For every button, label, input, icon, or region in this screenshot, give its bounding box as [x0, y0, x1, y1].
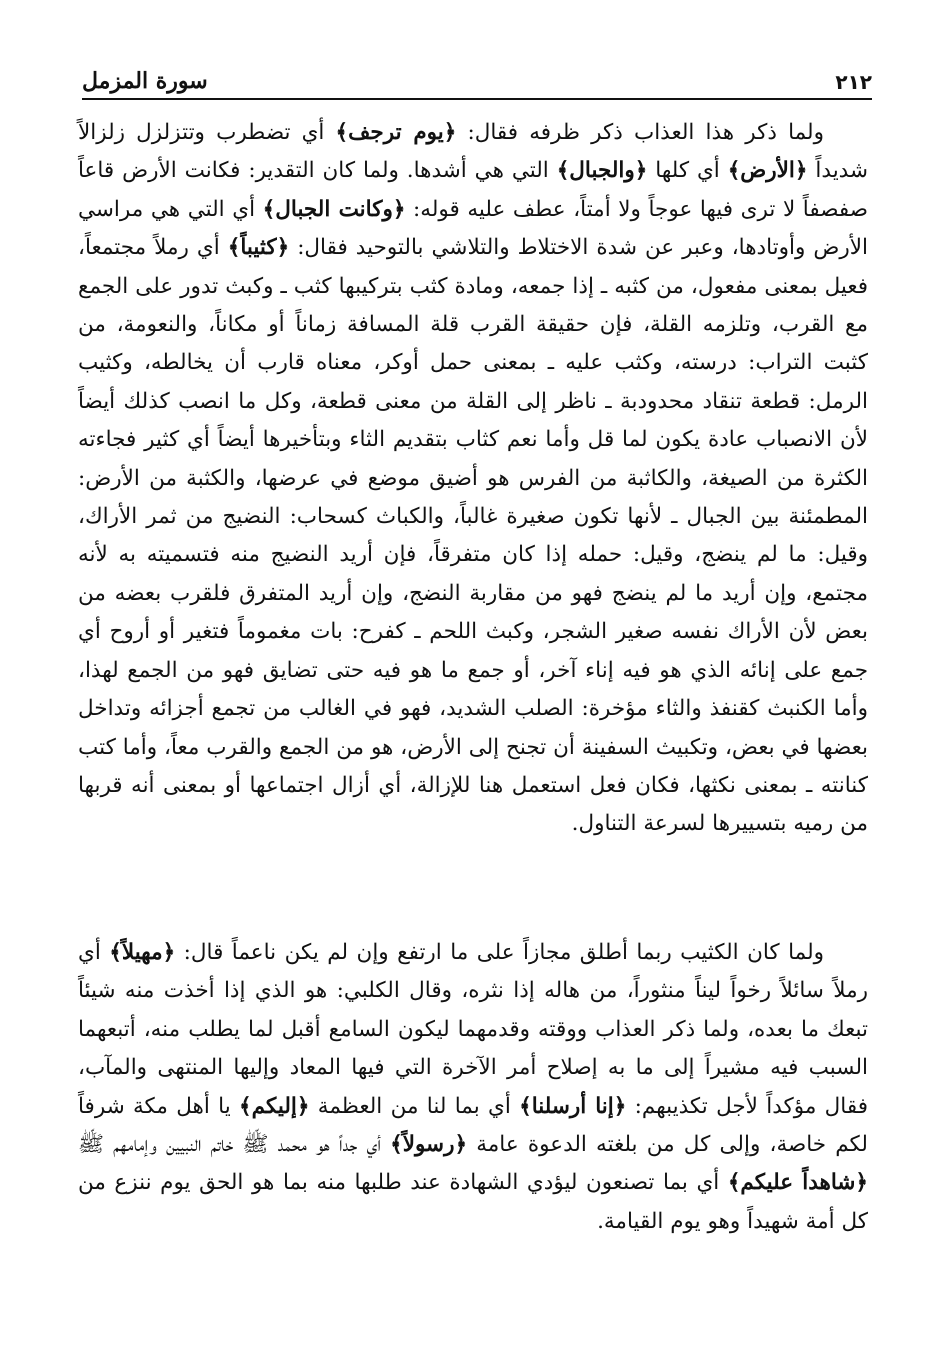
text-run: أي بما لنا من العظمة — [309, 1093, 520, 1119]
quran-quote: ﴿ يوم ترجف ﴾ — [336, 120, 457, 145]
text-run: أي التي هي مراسي الأرض وأوتادها، وعبر عن شدة الاختلاط والتلاشي بالتوحيد فقال: — [78, 196, 868, 261]
running-header — [82, 60, 872, 100]
quran-quote: ﴿ وكانت الجبال ﴾ — [263, 197, 406, 222]
surah-title: سورة المزمل — [82, 68, 208, 94]
quran-quote: ﴿ مهيلاً ﴾ — [109, 940, 175, 965]
text-run: أي جداً هو محمد ﷺ خاتم النبيين وإمامهم ﷺ — [78, 1132, 391, 1158]
text-run: ولما كان الكثيب ربما أطلق مجازاً على ما ارتفع وإن لم يكن ناعماً قال: — [175, 940, 824, 965]
paragraph-1 — [78, 114, 868, 844]
quran-quote: ﴿ إليكم ﴾ — [239, 1094, 309, 1119]
paragraph-2 — [78, 934, 868, 1241]
quran-quote: ﴿ الأرض ﴾ — [728, 158, 808, 183]
text-run: أي بما تصنعون ليؤدي الشهادة عند طلبها منه بما هو الحق يوم ننزع من كل أمة شهيداً وهو يوم القيامة. — [78, 1170, 868, 1234]
text-run: أي رملاً سائلاً رخواً ليناً منثوراً، من هاله إذا نثره، وقال الكلبي: هو الذي إذا أخذت منه شيئاً تبعك ما بعده، ولما ذكر العذاب ووقته وقدمهما ليكون السامع أقبل لما يطلب منه، أتبعهما السبب فيه مشيراً إلى ما به إصلاح أمر الآخرة التي فيها المعاد وإليها المنتهى والمآب، فقال مؤكداً لأجل تكذيبهم: — [78, 940, 868, 1119]
text-run: يا أهل مكة شرفاً لكم خاصة، وإلى كل من بلغته الدعوة عامة — [78, 1093, 868, 1158]
quran-quote: ﴿ كثيباً ﴾ — [228, 235, 289, 260]
text-run: أي رملاً مجتمعاً، فعيل بمعنى مفعول، من كثبه ـ إذا جمعه، ومادة كثب بتركيبها كثب ـ وكبث تدور على الجمع مع القرب، وتلزمه القلة، فإن حقيقة القرب قلة المسافة زماناً أو مكاناً، والنعومة، من كثبت التراب: درسته، وكثب عليه ـ بمعنى حمل أوكر، معناه قارب أن يخالطه، وكثيب الرمل: قطعة تنقاد محدودبة ـ ناظر إلى القلة من معنى قطعة، وكل ما انصب كذلك أيضاً لأن الانصباب عادة يكون لما قل وأما نعم كثاب بتقديم الثاء وبتأخيرها أيضاً أي كثير فجاءته الكثرة من الصيغة، والكاثبة من الفرس هو أضيق موضع في عرضها، والكثبة من الأرض: المطمئنة بين الجبال ـ لأنها تكون صغيرة غالباً، والكباث كسحاب: النضيج من ثمر الأراك، وقيل: ما لم ينضج، وقيل: حمله إذا كان متفرقاً، فإن أريد النضيج منه فتسميته به لأنه مجتمع، وإن أريد ما لم ينضج فهو من مقاربة النضج، وإن أريد المتفرق فلقرب بعضه من بعض لأن الأراك نفسه صغير الشجر، وكبث اللحم ـ كفرح: بات مغموماً فتغير أو أروح أي جمع على إنائه الذي هو فيه إناء آخر، أو جمع ما هو فيه حتى تضايق فهو من الجمع لهذا، وأما الكنبث كقنفذ والثاء مؤخرة: الصلب الشديد، فهو في الغالب من تجمع أجزائه وتداخل بعضها في بعض، وتكبيث السفينة أن تجنح إلى الأرض، هو من الجمع والقرب معاً، وأما كتب كنانته ـ بمعنى نكثها، فكان فعل استعمل هنا للإزالة، أي أزال اجتماعها أو بمعنى أنه قربها من رميه بتسييرها لسرعة التناول. — [78, 235, 868, 837]
page-number: ٢١٢ — [835, 70, 872, 94]
quran-quote: ﴿ والجبال ﴾ — [557, 158, 648, 183]
text-run: ولما ذكر هذا العذاب ذكر ظرفه فقال: — [456, 120, 824, 145]
quran-quote: ﴿ شاهداً عليكم ﴾ — [728, 1170, 868, 1195]
text-run: أي تضطرب وتتزلزل زلزالاً شديداً — [78, 120, 868, 184]
quran-quote: ﴿ رسولاً ﴾ — [390, 1132, 467, 1157]
quran-quote: ﴿ إنا أرسلنا ﴾ — [519, 1094, 626, 1119]
text-run: أي كلها — [647, 158, 728, 184]
text-run: التي هي أشدها. ولما كان التقدير: فكانت الأرض قاعاً صفصفاً لا ترى فيها عوجاً ولا أمتاً، عطف عليه قوله: — [78, 158, 869, 222]
